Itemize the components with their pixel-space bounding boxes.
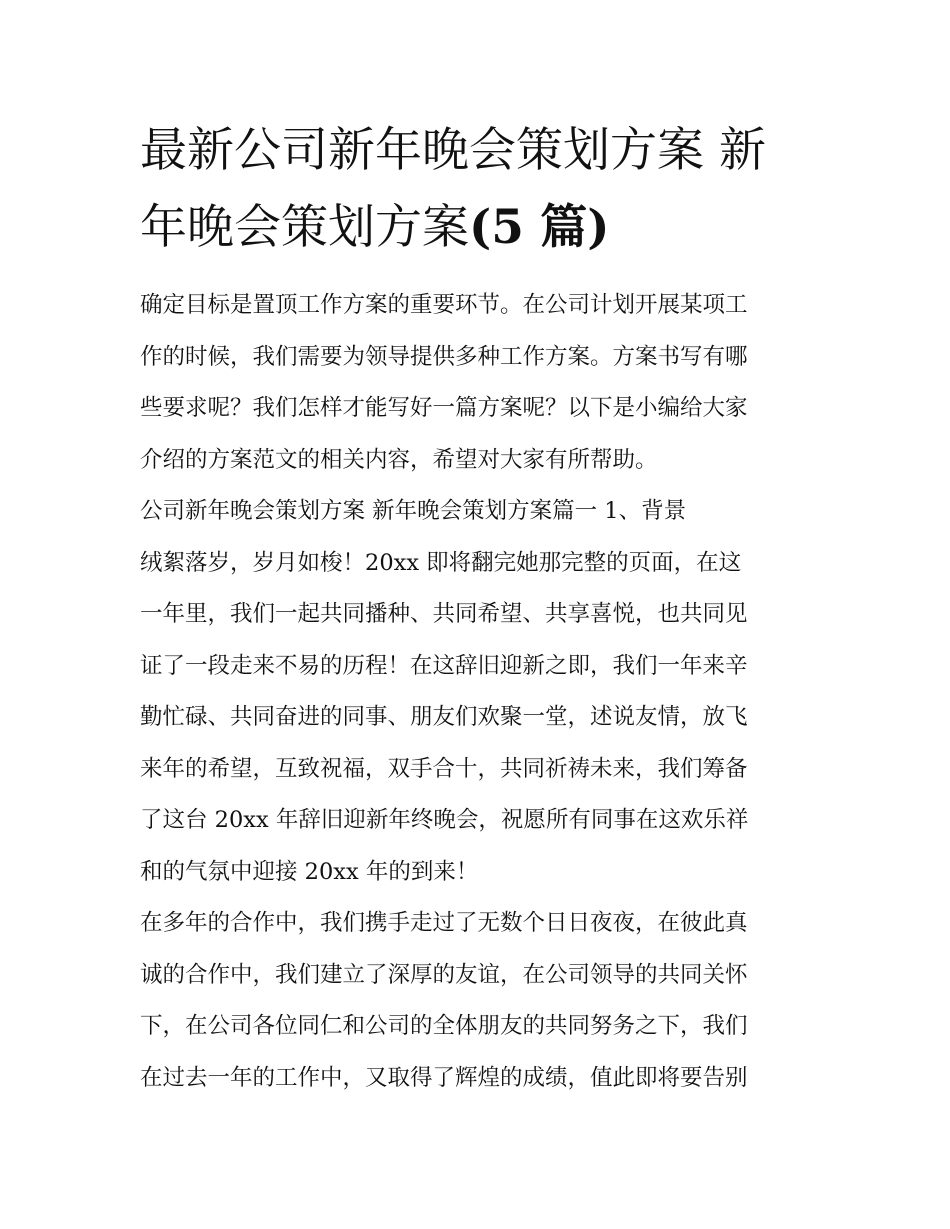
- body-line: 诚的合作中，我们建立了深厚的友谊，在公司领导的共同关怀: [140, 961, 748, 988]
- body-line: 作的时候，我们需要为领导提供多种工作方案。方案书写有哪: [140, 343, 748, 370]
- body-line: 一年里，我们一起共同播种、共同希望、共享喜悦，也共同见: [140, 601, 748, 627]
- document-body: [140, 280, 820, 1104]
- document-title: [140, 112, 820, 266]
- body-line: 来年的希望，互致祝福，双手合十，共同祈祷未来，我们筹备: [140, 755, 748, 782]
- body-line: 下，在公司各位同仁和公司的全体朋友的共同努务之下，我们: [140, 1013, 748, 1039]
- body-line: 在多年的合作中，我们携手走过了无数个日日夜夜，在彼此真: [140, 910, 748, 936]
- body-line: 在过去一年的工作中，又取得了辉煌的成绩，值此即将要告别: [140, 1064, 748, 1091]
- body-line: 绒絮落岁，岁月如梭！20xx 即将翻完她那完整的页面，在这: [140, 549, 742, 576]
- body-line: 勤忙碌、共同奋进的同事、朋友们欢聚一堂，述说友情，放飞: [140, 704, 748, 730]
- body-line: 确定目标是置顶工作方案的重要环节。在公司计划开展某项工: [140, 292, 748, 318]
- body-line: 了这台 20xx 年辞旧迎新年终晚会，祝愿所有同事在这欢乐祥: [140, 807, 749, 833]
- body-line: 介绍的方案范文的相关内容，希望对大家有所帮助。: [140, 446, 658, 473]
- body-line: 和的气氛中迎接 20xx 年的到来！: [140, 858, 479, 885]
- body-line: 些要求呢？我们怎样才能写好一篇方案呢？以下是小编给大家: [140, 395, 748, 421]
- title-line-2: 年晚会策划方案: [140, 200, 469, 255]
- section-heading-line: 公司新年晚会策划方案 新年晚会策划方案篇一 1、背景: [140, 498, 687, 524]
- title-line-1: 最新公司新年晚会策划方案 新: [140, 123, 766, 178]
- body-line: 证了一段走来不易的历程！在这辞旧迎新之即，我们一年来辛: [140, 652, 748, 679]
- title-count: (5 篇): [469, 200, 610, 255]
